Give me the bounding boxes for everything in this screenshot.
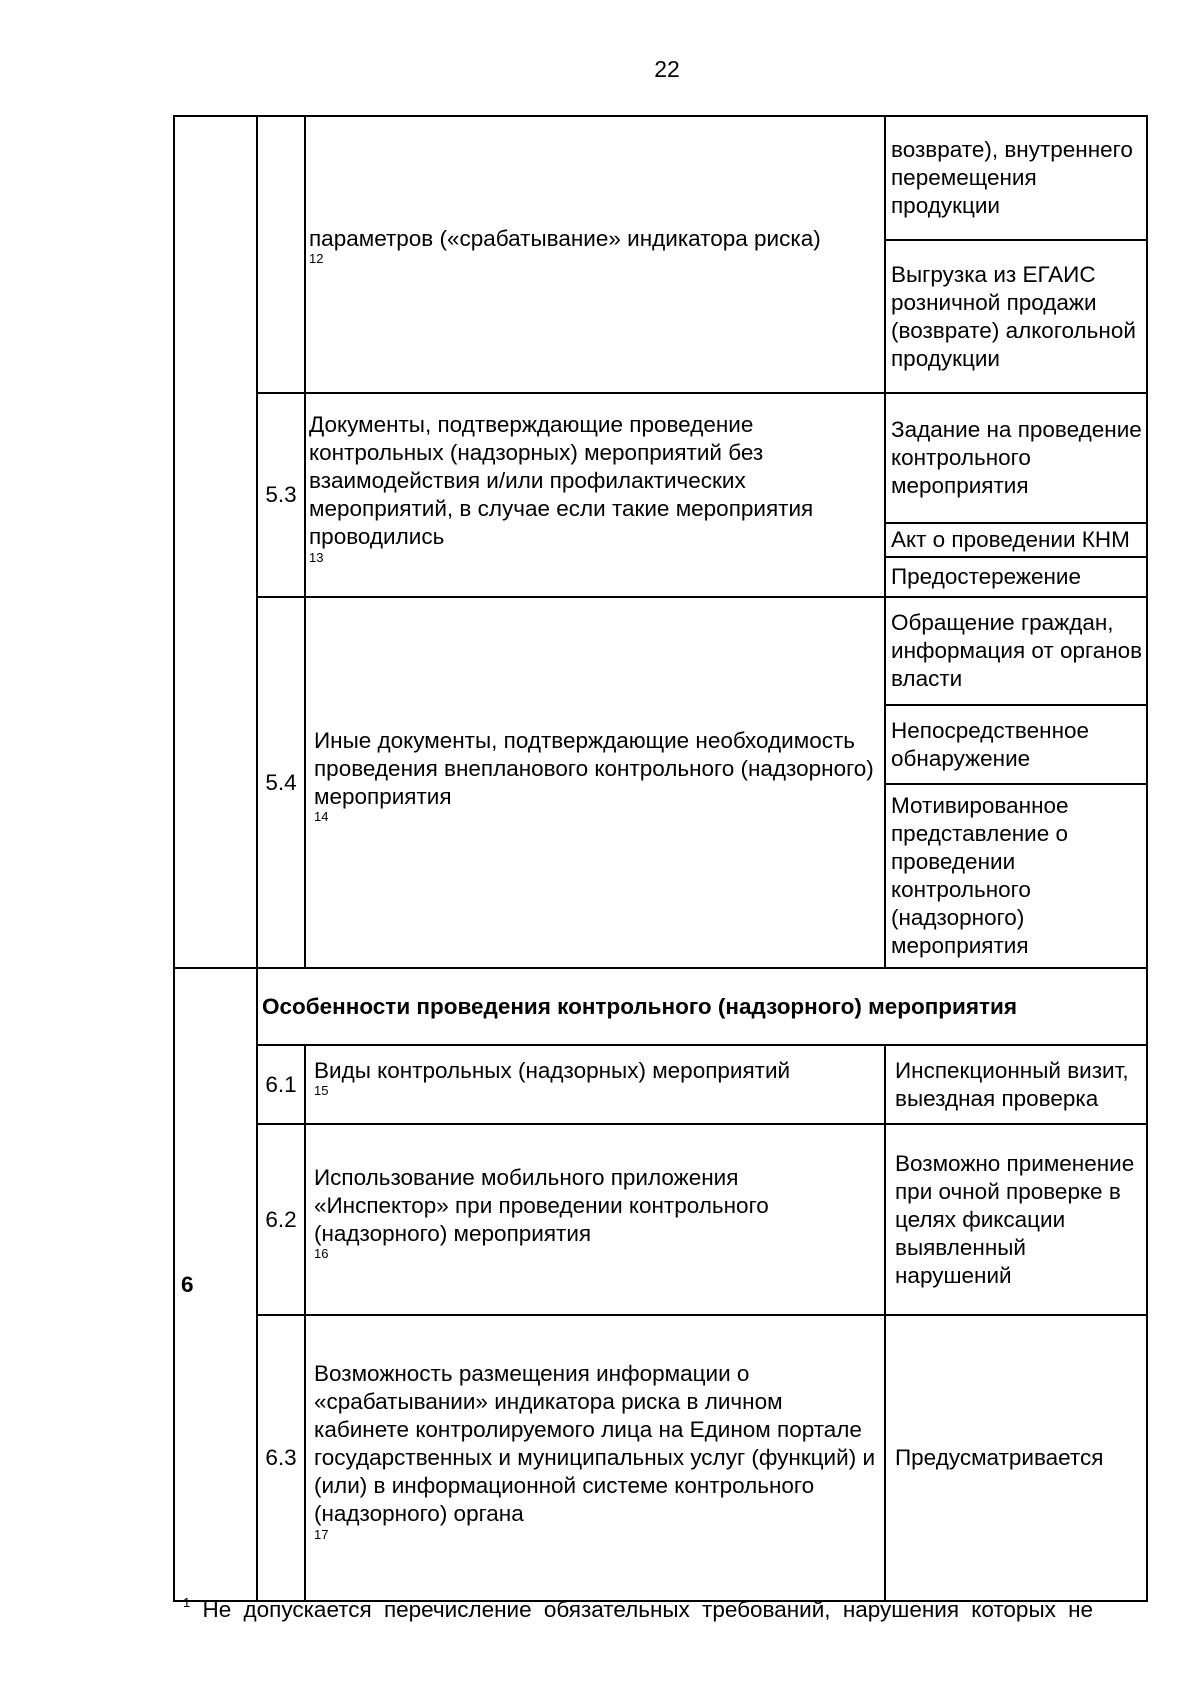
row-5-4-source-1: Обращение граждан, информация от органов власти [891,610,1143,691]
footnote-ref-17: 17 [314,1526,329,1542]
row-5-2-source-2: Выгрузка из ЕГАИС розничной продажи (возврате) алкогольной продукции [891,261,1136,371]
section-6-number: 6 [181,1271,194,1297]
page-number: 22 [654,56,680,82]
row-6-2-description: Использование мобильного приложения «Инспектор» при проведении контрольного (надзорного) мероприятия $^{16}$ [314,1164,769,1261]
footnote-ref-16: 16 [314,1246,329,1261]
row-5-2-description: параметров («срабатывание» индикатора риска) $^{12}$ [309,225,821,266]
row-5-4-number: 5.4 [265,769,297,795]
footnote-text: Не допускается перечисление обязательных требований, нарушения которых не [202,1597,1094,1622]
row-6-2-value: Возможно применение при очной проверке в целях фиксации выявленный нарушений [895,1150,1135,1288]
row-5-2-source-1: возврате), внутреннего перемещения продукции [891,137,1133,218]
row-5-4-description: Иные документы, подтверждающие необходимость проведения внепланового контрольного (надзорного) мероприятия $^{14}$ [314,727,874,824]
footnote-ref-12: 12 [309,251,324,266]
row-6-3-number: 6.3 [265,1445,297,1470]
footnote-marker: 1 [183,1594,191,1610]
row-5-3-source-3: Предостережение [891,564,1082,589]
footnote-ref-14: 14 [314,809,329,824]
row-6-3-value: Предусматривается [895,1445,1104,1470]
footnote-line [183,1594,1148,1623]
data-table [173,115,1148,1602]
row-6-3-description: Возможность размещения информации о «срабатывании» индикатора риска в личном кабинете контролируемого лица на Едином портале государственных и муниципальных услуг (функций) и (или) в информационной системе контрольного (надзорного) органа $^{17}$ [314,1361,876,1542]
row-6-2-number: 6.2 [265,1206,297,1232]
row-6-1-description: Виды контрольных (надзорных) мероприятий $^{15}$ [314,1057,791,1098]
row-5-3-source-1: Задание на проведение контрольного мероприятия [891,417,1142,498]
row-5-4-source-2: Непосредственное обнаружение [891,717,1090,771]
row-5-3-number: 5.3 [265,482,297,507]
row-6-1-number: 6.1 [265,1071,297,1097]
row-6-1-value: Инспекционный визит, выездная проверка [895,1057,1129,1111]
row-5-4-source-3: Мотивированное представление о проведении контрольного (надзорного) мероприятия [891,793,1069,958]
footnote-ref-13: 13 [309,549,324,565]
row-5-3-description: Документы, подтверждающие проведение контрольных (надзорных) мероприятий без взаимодействия и/или профилактических мероприятий, в случае если такие мероприятия проводились $^{13}$ [309,412,814,565]
row-5-3-source-2: Акт о проведении КНМ [891,527,1130,552]
section-6-title: Особенности проведения контрольного (надзорного) мероприятия [262,993,1017,1019]
footnote-ref-15: 15 [314,1083,329,1098]
